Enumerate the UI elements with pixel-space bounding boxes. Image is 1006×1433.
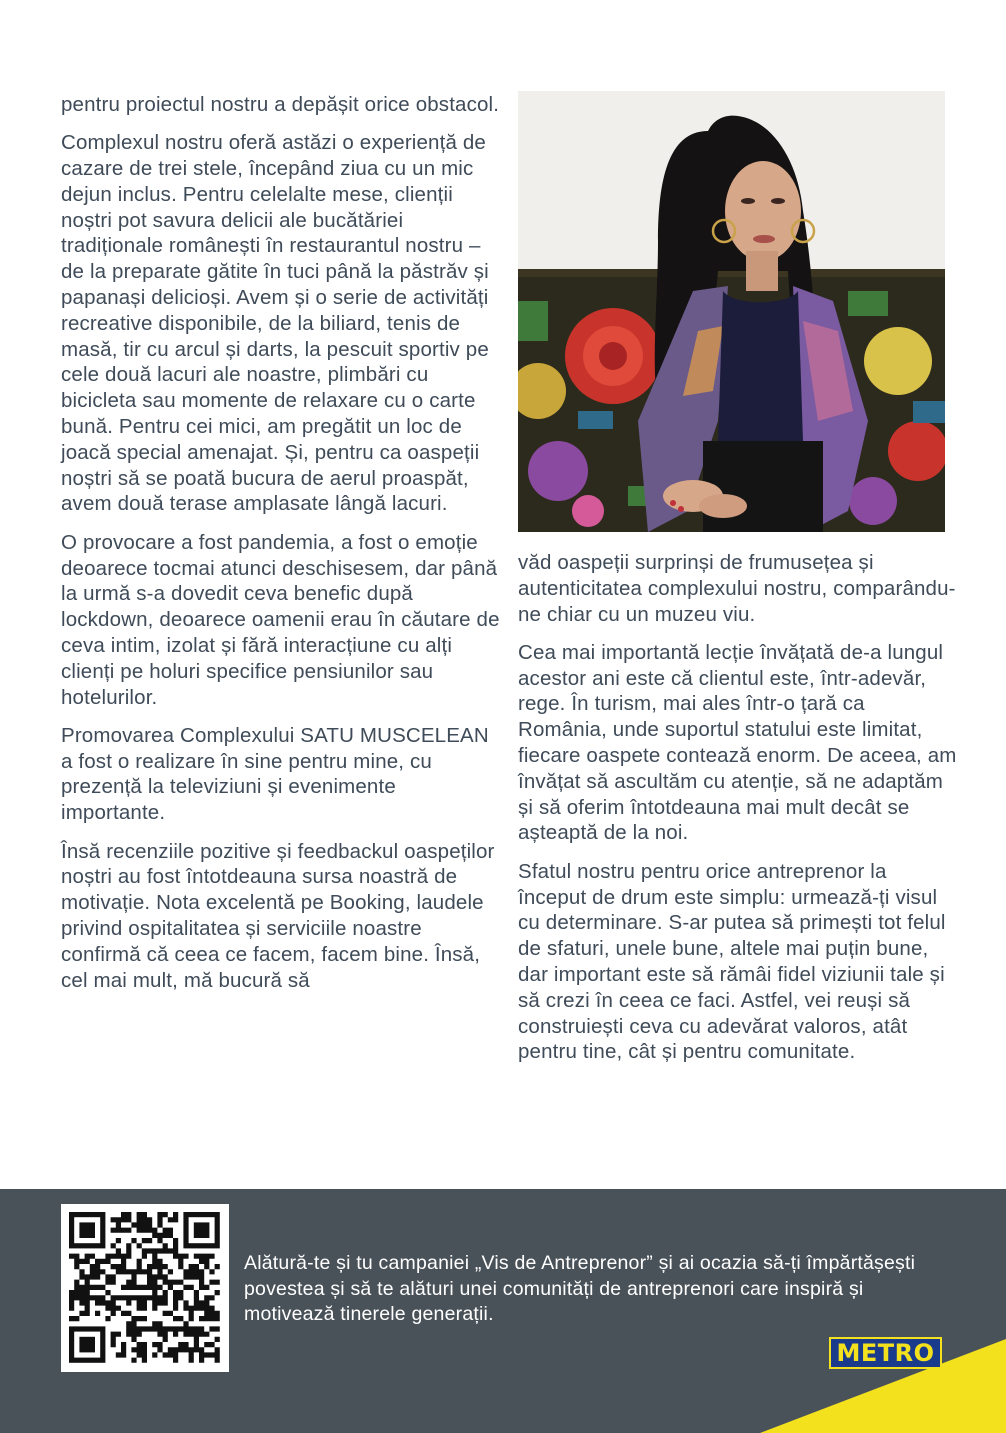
paragraph: Cea mai importantă lecție învățată de-a lungul acestor ani este că clientul este, într-adevăr, rege. În turism, mai ales într-o țară ca România, unde suportul statului este limitat, fiecare oaspete contează enorm. De aceea, am învățat să ascultăm cu atenție, să ne adaptăm și să oferim întotdeauna mai mult decât se așteaptă de la noi.: [518, 640, 957, 845]
paragraph: văd oaspeții surprinși de frumusețea și autenticitatea complexului nostru, comparându-ne chiar cu un muzeu viu.: [518, 551, 956, 626]
metro-yellow-wedge: [0, 1189, 1006, 1433]
paragraph: pentru proiectul nostru a depășit orice obstacol.: [61, 93, 500, 116]
paragraph: Însă recenziile pozitive și feedbackul oaspeților noștri au fost întotdeauna sursa noastră de motivație. Nota excelentă pe Booking, laudele privind ospitalitatea și serviciile noastre confirmă că ceea ce facem, facem bine. Însă, cel mai mult, mă bucură să: [61, 839, 495, 992]
paragraph: Complexul nostru oferă astăzi o experiență de cazare de trei stele, începând ziua cu un mic dejun inclus. Pentru celelalte mese, clienții noștri pot savura delicii ale bucătăriei tradiționale românești în restaurantul nostru – de la preparate gătite în tuci până la păstrăv și papanași delicioși. Avem și o serie de activități recreative disponibile, de la biliard, tenis de masă, tir cu arcul și darts, la pescuit sportiv pe cele două lacuri ale noastre, plimbări cu bicicleta sau momente de relaxare cu o carte bună. Pentru cei mici, am pregătit un loc de joacă special amenajat. Și, pentru ca oaspeții noștri să se poată bucura de aerul proaspăt, avem două terase amplasate lângă lacuri.: [61, 131, 489, 516]
article-right-column: [518, 550, 958, 1078]
campaign-call-to-action: Alătură-te și tu campaniei „Vis de Antreprenor” și ai ocazia să-ți împărtășești povestea și să te alături unei comunități de antreprenori care inspiră și motivează tinerele generații.: [244, 1252, 916, 1325]
article-left-column: [61, 92, 501, 1006]
paragraph: O provocare a fost pandemia, a fost o emoție deoarece tocmai atunci deschisesem, dar până la urmă s-a dovedit ceva benefic după lockdown, deoarece oamenii erau în căutare de ceva intim, izolat și fără interacțiune cu alți clienți pe holuri specifice pensiunilor sau hotelurilor.: [61, 530, 500, 709]
portrait-photo: [518, 91, 945, 532]
metro-logo: METRO: [829, 1337, 942, 1369]
paragraph: Promovarea Complexului SATU MUSCELEAN a fost o realizare în sine pentru mine, cu prezență la televiziuni și evenimente importante.: [61, 723, 489, 825]
footer-banner: [0, 1189, 1006, 1433]
paragraph: Sfatul nostru pentru orice antreprenor la început de drum este simplu: urmează-ți visul cu determinare. S-ar putea să primești tot felul de sfaturi, unele bune, altele mai puțin bune, dar important este să rămâi fidel viziunii tale și să crezi în ceea ce faci. Astfel, vei reuși să construiești ceva cu adevărat valoros, atât pentru tine, cât și pentru comunitate.: [518, 859, 946, 1064]
